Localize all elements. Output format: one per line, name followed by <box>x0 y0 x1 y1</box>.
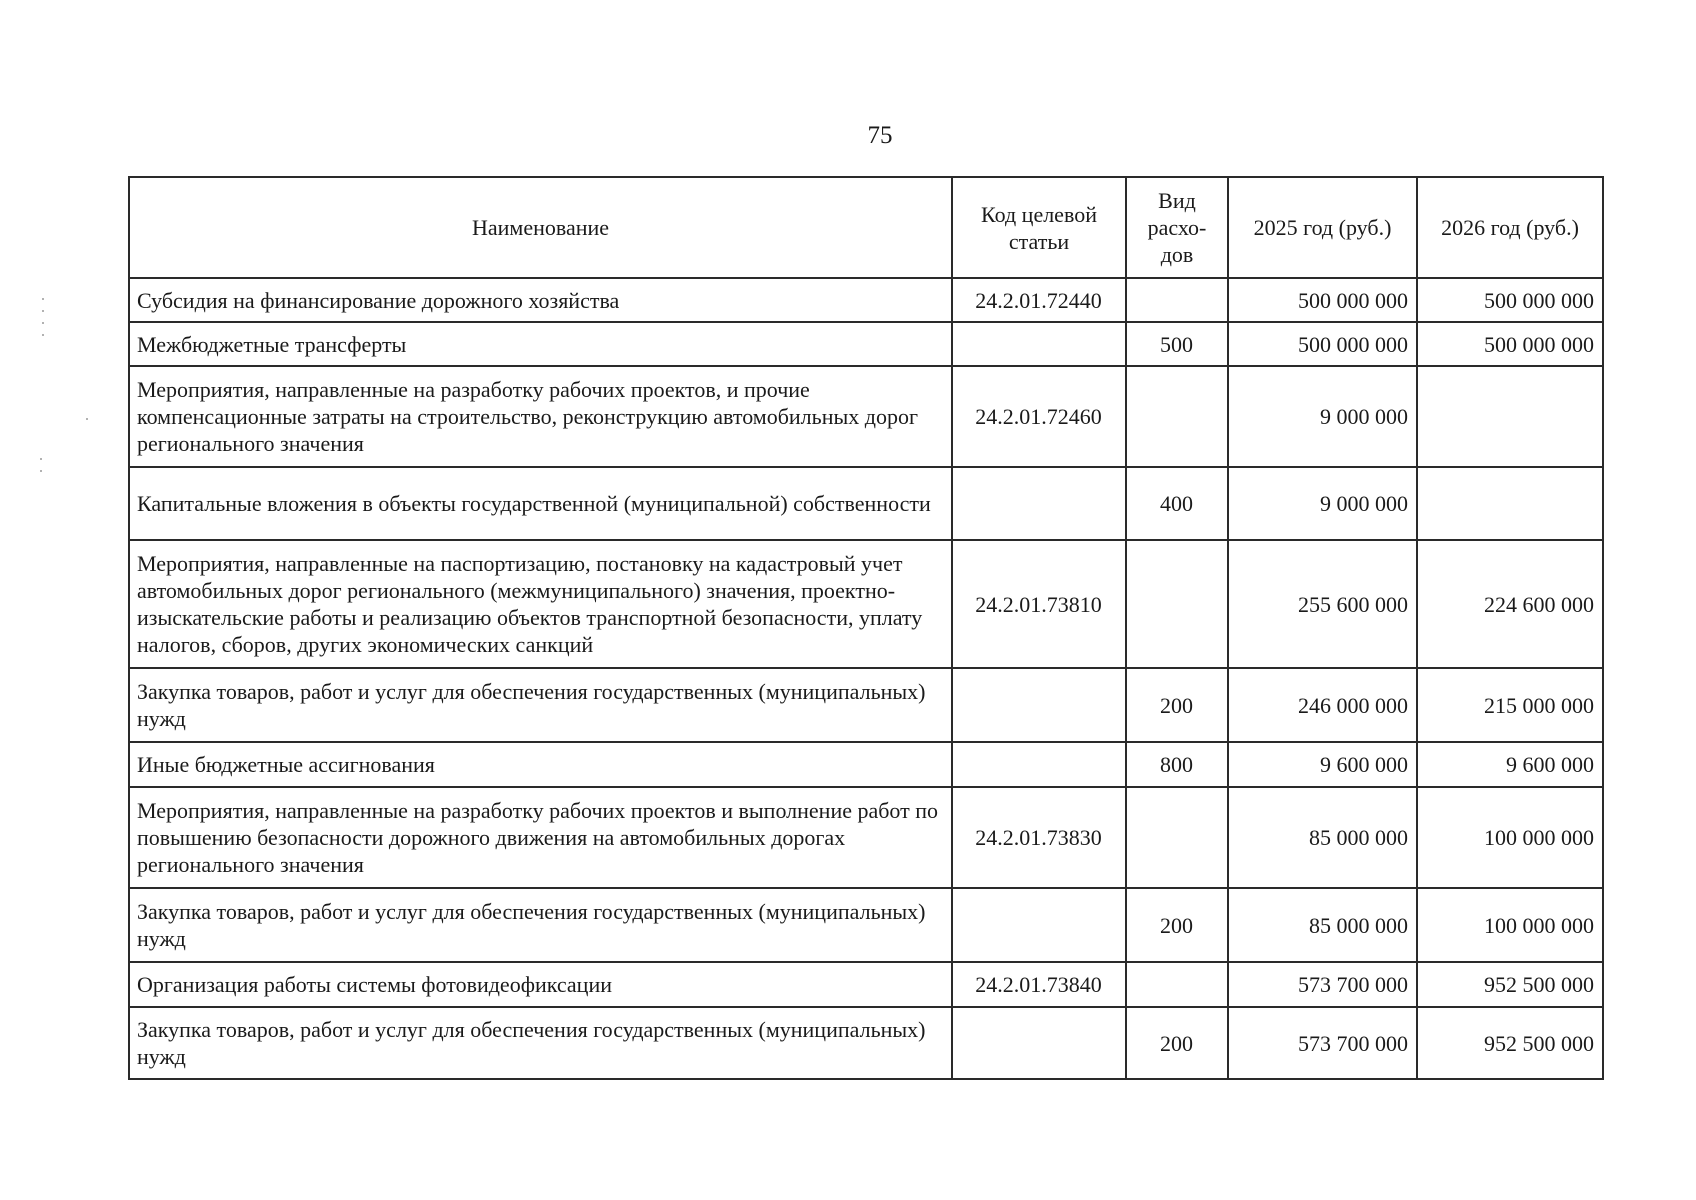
row-2026: 100 000 000 <box>1417 787 1603 888</box>
table-row <box>129 962 1603 1007</box>
header-2026: 2026 год (руб.) <box>1417 177 1603 278</box>
table-row <box>129 366 1603 467</box>
page-number: 75 <box>867 122 893 149</box>
row-2025: 9 000 000 <box>1228 366 1417 467</box>
row-2026: 500 000 000 <box>1417 322 1603 366</box>
row-code <box>952 668 1126 742</box>
row-code: 24.2.01.72440 <box>952 278 1126 322</box>
row-type: 200 <box>1126 668 1228 742</box>
row-name: Иные бюджетные ассигнования <box>129 742 952 787</box>
row-type <box>1126 787 1228 888</box>
row-code: 24.2.01.73840 <box>952 962 1126 1007</box>
row-name: Закупка товаров, работ и услуг для обеспечения государственных (муниципальных) нужд <box>129 888 952 962</box>
header-name: Наименование <box>129 177 952 278</box>
scan-speck <box>86 418 88 420</box>
row-2025: 573 700 000 <box>1228 962 1417 1007</box>
row-2025: 9 600 000 <box>1228 742 1417 787</box>
row-type: 400 <box>1126 467 1228 540</box>
scan-speck <box>40 458 42 460</box>
table-row <box>129 888 1603 962</box>
table-row <box>129 540 1603 668</box>
row-name: Субсидия на финансирование дорожного хозяйства <box>129 278 952 322</box>
row-2026: 9 600 000 <box>1417 742 1603 787</box>
row-type: 500 <box>1126 322 1228 366</box>
row-2025: 500 000 000 <box>1228 278 1417 322</box>
table-header-row <box>129 177 1603 278</box>
header-type: Вид расхо-дов <box>1126 177 1228 278</box>
row-type <box>1126 962 1228 1007</box>
row-code: 24.2.01.73810 <box>952 540 1126 668</box>
table-row <box>129 668 1603 742</box>
row-2025: 9 000 000 <box>1228 467 1417 540</box>
table-row <box>129 467 1603 540</box>
row-name: Мероприятия, направленные на разработку рабочих проектов и выполнение работ по повышению безопасности дорожного движения на автомобильных дорогах регионального значения <box>129 787 952 888</box>
scan-speck <box>42 322 44 324</box>
row-2025: 246 000 000 <box>1228 668 1417 742</box>
table-row <box>129 742 1603 787</box>
table-row <box>129 278 1603 322</box>
row-2025: 85 000 000 <box>1228 888 1417 962</box>
row-2026 <box>1417 366 1603 467</box>
budget-table-container <box>128 176 1602 1080</box>
row-2025: 573 700 000 <box>1228 1007 1417 1079</box>
row-type <box>1126 540 1228 668</box>
row-2026 <box>1417 467 1603 540</box>
row-2026: 500 000 000 <box>1417 278 1603 322</box>
row-code <box>952 888 1126 962</box>
row-type: 200 <box>1126 888 1228 962</box>
row-2026: 100 000 000 <box>1417 888 1603 962</box>
row-2026: 224 600 000 <box>1417 540 1603 668</box>
scan-speck <box>42 334 44 336</box>
header-2025: 2025 год (руб.) <box>1228 177 1417 278</box>
row-code: 24.2.01.72460 <box>952 366 1126 467</box>
table-row <box>129 1007 1603 1079</box>
row-name: Мероприятия, направленные на разработку рабочих проектов, и прочие компенсационные затраты на строительство, реконструкцию автомобильных дорог регионального значения <box>129 366 952 467</box>
scan-speck <box>42 298 44 300</box>
row-code <box>952 467 1126 540</box>
row-name: Организация работы системы фотовидеофиксации <box>129 962 952 1007</box>
budget-table <box>128 176 1604 1080</box>
row-name: Мероприятия, направленные на паспортизацию, постановку на кадастровый учет автомобильных дорог регионального (межмуниципального) значения, проектно-изыскательские работы и реализацию объектов транспортной безопасности, уплату налогов, сборов, других экономических санкций <box>129 540 952 668</box>
row-type: 200 <box>1126 1007 1228 1079</box>
row-name: Закупка товаров, работ и услуг для обеспечения государственных (муниципальных) нужд <box>129 1007 952 1079</box>
row-type: 800 <box>1126 742 1228 787</box>
table-row <box>129 787 1603 888</box>
scan-speck <box>40 470 42 472</box>
row-2025: 255 600 000 <box>1228 540 1417 668</box>
row-code <box>952 322 1126 366</box>
row-code: 24.2.01.73830 <box>952 787 1126 888</box>
row-type <box>1126 366 1228 467</box>
row-code <box>952 1007 1126 1079</box>
row-code <box>952 742 1126 787</box>
row-type <box>1126 278 1228 322</box>
row-2026: 952 500 000 <box>1417 962 1603 1007</box>
row-name: Закупка товаров, работ и услуг для обеспечения государственных (муниципальных) нужд <box>129 668 952 742</box>
table-row <box>129 322 1603 366</box>
row-2026: 215 000 000 <box>1417 668 1603 742</box>
row-2026: 952 500 000 <box>1417 1007 1603 1079</box>
row-name: Капитальные вложения в объекты государственной (муниципальной) собственности <box>129 467 952 540</box>
header-code: Код целевой статьи <box>952 177 1126 278</box>
row-name: Межбюджетные трансферты <box>129 322 952 366</box>
row-2025: 500 000 000 <box>1228 322 1417 366</box>
row-2025: 85 000 000 <box>1228 787 1417 888</box>
scan-speck <box>42 310 44 312</box>
